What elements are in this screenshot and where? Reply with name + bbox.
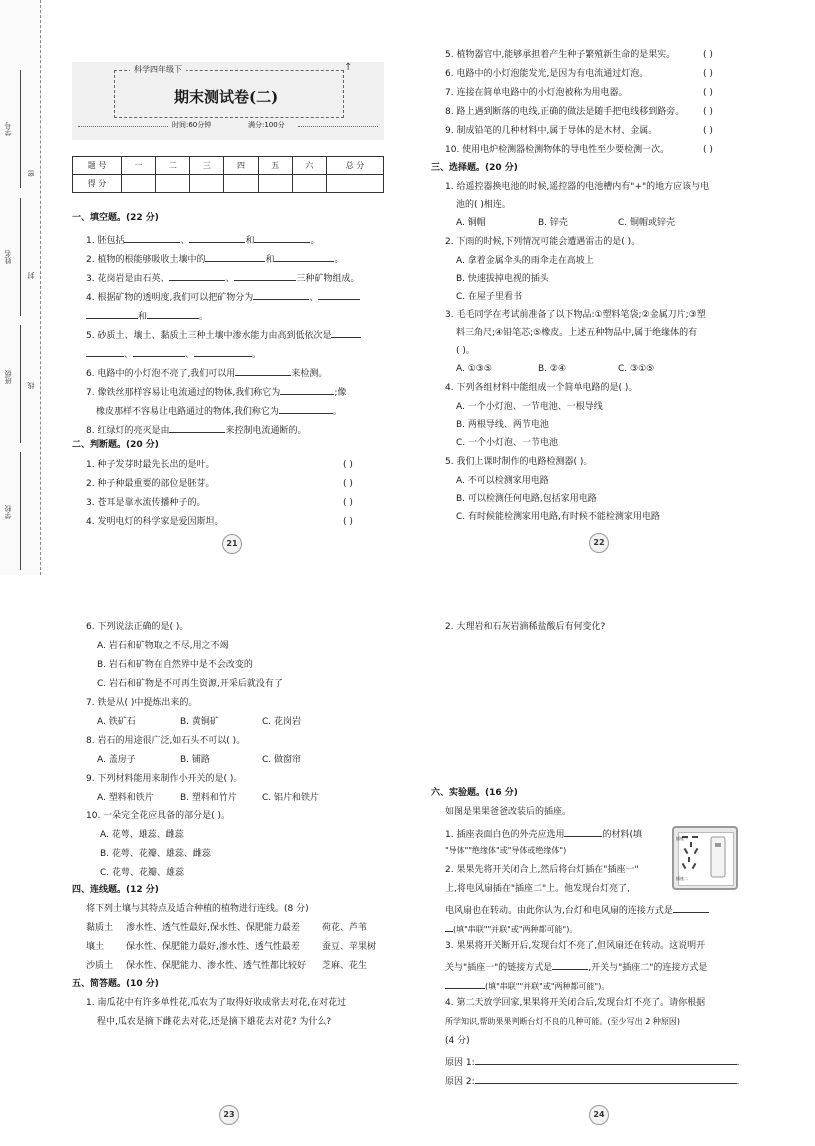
short-answer-q2: 2. 大理岩和石灰岩滴稀盐酸后有何变化? <box>445 622 606 632</box>
answer-paren[interactable]: ( ) <box>703 126 713 136</box>
judge-q4: 4. 发明电灯的科学家是爱因斯坦。 <box>86 517 224 527</box>
score-header-cell: 一 <box>122 157 156 175</box>
fill-q3: 3. 花岗岩是由石英、 、 三种矿物组成。 <box>86 271 359 285</box>
section-1-title: 一、填空题。(22 分) <box>72 213 159 223</box>
option-a[interactable]: A. 塑料和铁片 <box>97 793 154 803</box>
answer-blank[interactable] <box>235 366 291 376</box>
experiment-q3: 3. 果果将开关断开后,发现台灯不亮了,但风扇还在转动。这说明开 <box>445 941 706 951</box>
answer-blank[interactable] <box>189 233 245 243</box>
option-c[interactable]: C. 铝片和铁片 <box>262 793 320 803</box>
answer-paren[interactable]: ( ) <box>343 498 353 508</box>
judge-q9: 9. 制成铅笔的几种材料中,属于导体的是木材、金属。 <box>445 126 658 136</box>
answer-blank[interactable] <box>564 827 602 837</box>
judge-q10: 10. 使用电炉检测器检测物体的导电性至少要检测一次。 <box>445 145 670 155</box>
soil-name[interactable]: 黏质土 <box>86 923 114 933</box>
score-cell[interactable] <box>122 175 156 193</box>
experiment-q1: 1. 插座表面白色的外壳应选用 的材料(填 <box>445 827 642 841</box>
name-line <box>20 198 21 316</box>
section-4-title: 四、连线题。(12 分) <box>72 885 159 895</box>
answer-paren[interactable]: ( ) <box>343 479 353 489</box>
option-c[interactable]: C. 做窗帘 <box>262 755 302 765</box>
reason-1-blank[interactable] <box>475 1055 737 1065</box>
page-number: 24 <box>589 1105 609 1125</box>
score-header-cell: 六 <box>292 157 326 175</box>
soil-feature[interactable]: 保水性、保肥能力最好,渗水性、透气性最差 <box>126 942 300 952</box>
experiment-q4-points: (4 分) <box>445 1036 470 1046</box>
experiment-intro: 如图是果果爸爸改装后的插座。 <box>445 807 572 817</box>
answer-blank[interactable] <box>445 979 485 989</box>
seal-mark-2: 封 <box>27 272 35 279</box>
option-b[interactable]: B. 锌壳 <box>538 218 568 228</box>
option-b[interactable]: B. 铺路 <box>180 755 210 765</box>
reason-2: 原因 2: . <box>445 1074 740 1088</box>
class-line <box>20 325 21 443</box>
answer-blank[interactable] <box>552 960 588 970</box>
answer-blank[interactable] <box>133 347 185 357</box>
fill-q1: 1. 胚包括 、 和 。 <box>86 233 320 247</box>
experiment-q2-hint: (填"串联""并联"或"两种都可能")。 <box>445 922 577 935</box>
score-cell[interactable] <box>258 175 292 193</box>
option-a[interactable]: A. 拿着金属伞头的雨伞走在高坡上 <box>456 256 594 266</box>
school-line <box>20 452 21 570</box>
answer-blank[interactable] <box>86 347 124 357</box>
reason-2-blank[interactable] <box>475 1074 737 1084</box>
option-b[interactable]: B. 两根导线、两节电池 <box>456 420 549 430</box>
fill-q2: 2. 植物的根能够吸收土壤中的 和 。 <box>86 252 343 266</box>
score-table-header-row <box>73 157 384 175</box>
option-a[interactable]: A. 铜帽 <box>456 218 486 228</box>
soil-plant[interactable]: 荷花、芦苇 <box>322 923 368 933</box>
subject-label: 科学四年级下 <box>130 65 186 75</box>
answer-blank[interactable] <box>254 233 310 243</box>
answer-blank[interactable] <box>280 385 334 395</box>
answer-paren[interactable]: ( ) <box>703 145 713 155</box>
short-answer-q1: 1. 南瓜花中有许多单性花,瓜农为了取得好收成常去对花,在对花过 <box>86 998 347 1008</box>
experiment-q3-cont: 关与"插座一"的链接方式是 ,开关与"插座二"的连接方式是 <box>445 960 707 974</box>
binding-margin <box>0 0 41 575</box>
arrow-up-icon: ↑ <box>344 62 353 73</box>
answer-blank[interactable] <box>169 271 225 281</box>
exam-full-score: 满分:100分 <box>248 121 285 129</box>
experiment-q4: 4. 第二天放学回家,果果将开关闭合后,发现台灯不亮了。请你根据 <box>445 998 706 1008</box>
soil-plant[interactable]: 芝麻、花生 <box>322 961 368 971</box>
label-student-number: 学号 <box>4 122 12 136</box>
judge-q3: 3. 苍耳是靠水流传播种子的。 <box>86 498 206 508</box>
fill-q6: 6. 电路中的小灯泡不亮了,我们可以用 来检测。 <box>86 366 327 380</box>
option-a[interactable]: A. 一个小灯泡、一节电池、一根导线 <box>456 402 603 412</box>
reason-1: 原因 1: . <box>445 1055 740 1069</box>
exam-time: 时间:60分钟 <box>172 121 212 129</box>
exam-title: 期末测试卷(二) <box>174 88 279 106</box>
section-2-title: 二、判断题。(20 分) <box>72 440 159 450</box>
answer-blank[interactable] <box>279 404 333 414</box>
score-header-cell: 五 <box>258 157 292 175</box>
choice-q9: 9. 下列材料能用来制作小开关的是( )。 <box>86 774 243 784</box>
option-b[interactable]: B. 黄铜矿 <box>180 717 219 727</box>
short-answer-q1-cont: 程中,瓜农是摘下雌花去对花,还是摘下雄花去对花? 为什么? <box>97 1017 332 1027</box>
experiment-q2-cont: 上,将电风扇插在"插座二"上。他发现台灯亮了, <box>445 884 631 894</box>
option-c[interactable]: C. 花岗岩 <box>262 717 302 727</box>
score-cell[interactable] <box>327 175 384 193</box>
answer-blank[interactable] <box>124 233 180 243</box>
option-b[interactable]: B. 快速拔掉电视的插头 <box>456 274 549 284</box>
section-6-title: 六、实验题。(16 分) <box>431 788 518 798</box>
choice-q8: 8. 岩石的用途很广泛,如石头不可以( )。 <box>86 736 246 746</box>
soil-plant[interactable]: 蚕豆、苹果树 <box>322 942 377 952</box>
judge-q8: 8. 路上遇到断落的电线,正确的做法是随手把电线移到路旁。 <box>445 107 685 117</box>
option-c[interactable]: C. 一个小灯泡、一节电池 <box>456 438 559 448</box>
option-c[interactable]: C. ③①⑤ <box>618 364 655 374</box>
answer-paren[interactable]: ( ) <box>703 69 713 79</box>
option-a[interactable]: A. 铁矿石 <box>97 717 136 727</box>
label-class: 班级 <box>4 370 12 384</box>
score-header-cell: 二 <box>156 157 190 175</box>
fill-q5: 5. 砂质土、壤土、黏质土三种土壤中渗水能力由高到低依次是 <box>86 328 361 342</box>
header-dots-left <box>78 126 168 127</box>
option-c[interactable]: C. 在屋子里看书 <box>456 292 523 302</box>
experiment-q2-cont2: 电风扇也在转动。由此你认为,台灯和电风扇的连接方式是 <box>445 903 709 917</box>
option-c[interactable]: C. 铜帽或锌壳 <box>618 218 676 228</box>
option-b[interactable]: B. ②④ <box>538 364 567 374</box>
score-header-cell: 题 号 <box>73 157 122 175</box>
answer-blank[interactable] <box>169 423 225 433</box>
score-header-cell: 四 <box>224 157 258 175</box>
option-c[interactable]: C. 花萼、花瓣、雄蕊 <box>100 868 185 878</box>
experiment-q2: 2. 果果先将开关闭合上,然后将台灯插在"插座一" <box>445 865 639 875</box>
answer-paren[interactable]: ( ) <box>703 50 713 60</box>
score-cell[interactable] <box>292 175 326 193</box>
soil-name[interactable]: 沙质土 <box>86 961 114 971</box>
answer-blank[interactable] <box>445 922 453 932</box>
exam-header <box>72 62 384 140</box>
answer-blank[interactable] <box>147 309 199 319</box>
answer-blank[interactable] <box>234 271 296 281</box>
socket-label-1: 插座一 <box>676 836 688 841</box>
option-b[interactable]: B. 可以检测任何电路,包括家用电路 <box>456 494 597 504</box>
header-dots-right <box>298 126 378 127</box>
choice-q7: 7. 铁是从( )中提炼出来的。 <box>86 698 198 708</box>
power-socket-image <box>672 826 738 890</box>
option-a[interactable]: A. 花萼、雄蕊、雌蕊 <box>100 830 184 840</box>
label-school: 学校 <box>4 505 12 519</box>
answer-paren[interactable]: ( ) <box>343 517 353 527</box>
fill-q5-cont: 、 、 。 <box>86 347 261 361</box>
score-row-label: 得 分 <box>73 175 122 193</box>
section-3-title: 三、选择题。(20 分) <box>431 163 518 173</box>
choice-q5: 5. 我们上课时制作的电路检测器( )。 <box>445 457 593 467</box>
fill-q8: 8. 红绿灯的亮灭是由 来控制电流通断的。 <box>86 423 306 437</box>
judge-q7: 7. 连接在简单电路中的小灯泡被称为用电器。 <box>445 88 628 98</box>
option-b[interactable]: B. 花萼、花瓣、雄蕊、雌蕊 <box>100 849 211 859</box>
choice-q3-paren: ( )。 <box>456 346 475 356</box>
seal-mark-3: 线 <box>27 382 35 389</box>
student-number-line <box>20 70 21 188</box>
score-cell[interactable] <box>224 175 258 193</box>
answer-blank[interactable] <box>86 309 138 319</box>
option-c[interactable]: C. 岩石和矿物是不可再生资源,开采后就没有了 <box>97 679 283 689</box>
judge-q1: 1. 种子发芽时最先长出的是叶。 <box>86 460 215 470</box>
fill-q7: 7. 像铁丝那样容易让电流通过的物体,我们称它为 ;像 <box>86 385 346 399</box>
answer-blank[interactable] <box>253 290 309 300</box>
option-c[interactable]: C. 有时候能检测家用电路,有时候不能检测家用电路 <box>456 512 660 522</box>
soil-feature[interactable]: 保水性、保肥能力、渗水性、透气性都比较好 <box>126 961 307 971</box>
page-number: 21 <box>222 534 242 554</box>
answer-paren[interactable]: ( ) <box>703 107 713 117</box>
soil-name[interactable]: 壤土 <box>86 942 105 952</box>
score-table <box>72 156 384 193</box>
answer-blank[interactable] <box>673 903 709 913</box>
choice-q4: 4. 下列各组材料中能组成一个简单电路的是( )。 <box>445 383 638 393</box>
score-cell[interactable] <box>156 175 190 193</box>
choice-q6: 6. 下列说法正确的是( )。 <box>86 622 189 632</box>
answer-paren[interactable]: ( ) <box>703 88 713 98</box>
section-5-title: 五、简答题。(10 分) <box>72 979 159 989</box>
score-header-cell: 三 <box>190 157 224 175</box>
answer-blank[interactable] <box>194 347 252 357</box>
judge-q6: 6. 电路中的小灯泡能发光,是因为有电流通过灯泡。 <box>445 69 649 79</box>
fill-q4: 4. 根据矿物的透明度,我们可以把矿物分为 、 <box>86 290 360 304</box>
page-number: 22 <box>589 533 609 553</box>
answer-paren[interactable]: ( ) <box>343 460 353 470</box>
choice-q1: 1. 给遥控器换电池的时候,遥控器的电池槽内有"+"的地方应该与电 <box>445 182 710 192</box>
score-header-cell: 总 分 <box>327 157 384 175</box>
option-a[interactable]: A. 不可以检测家用电路 <box>456 476 549 486</box>
answer-blank[interactable] <box>331 328 361 338</box>
answer-blank[interactable] <box>274 252 334 262</box>
page-number: 23 <box>219 1105 239 1125</box>
fill-q4-cont: 和 。 <box>86 309 208 323</box>
choice-q2: 2. 下雨的时候,下列情况可能会遭遇雷击的是( )。 <box>445 237 641 247</box>
choice-q1-cont: 池的( )相连。 <box>456 200 511 210</box>
choice-q10: 10. 一朵完全花应具备的部分是( )。 <box>86 811 231 821</box>
experiment-q4-cont: 所学知识,帮助果果判断台灯不良的几种可能。(至少写出 2 种原因) <box>445 1017 680 1026</box>
option-b[interactable]: B. 塑料和竹片 <box>180 793 237 803</box>
judge-q5: 5. 植物器官中,能够承担着产生种子繁殖新生命的是果实。 <box>445 50 676 60</box>
matching-instructions: 将下列土壤与其特点及适合种植的植物进行连线。(8 分) <box>86 904 309 914</box>
option-a[interactable]: A. 岩石和矿物取之不尽,用之不竭 <box>97 641 229 651</box>
experiment-q1-hint: "导体""绝缘体"或"导体或绝缘体") <box>445 846 567 855</box>
answer-blank[interactable] <box>318 290 360 300</box>
choice-q3: 3. 毛毛同学在考试前准备了以下物品:①塑料笔袋;②金属刀片;③塑 <box>445 310 706 320</box>
soil-feature[interactable]: 渗水性、透气性最好,保水性、保肥能力最差 <box>126 923 300 933</box>
experiment-q3-hint: (填"串联""并联"或"两种都可能")。 <box>445 979 609 992</box>
label-name: 姓名 <box>4 250 12 264</box>
option-a[interactable]: A. 盖房子 <box>97 755 136 765</box>
option-a[interactable]: A. ①③⑤ <box>456 364 492 374</box>
fill-q7-cont: 橡皮那样不容易让电路通过的物体,我们称它为 。 <box>96 404 342 418</box>
option-b[interactable]: B. 岩石和矿物在自然界中是不会改变的 <box>97 660 253 670</box>
choice-q3-cont: 料三角尺;④铅笔芯;⑤橡皮。上述五种物品中,属于绝缘体的有 <box>456 328 698 338</box>
score-table-score-row <box>73 175 384 193</box>
seal-mark-1: 密 <box>27 170 35 177</box>
answer-blank[interactable] <box>205 252 265 262</box>
judge-q2: 2. 种子种最重要的部位是胚芽。 <box>86 479 215 489</box>
score-cell[interactable] <box>190 175 224 193</box>
socket-label-2: 插座二 <box>676 876 688 881</box>
